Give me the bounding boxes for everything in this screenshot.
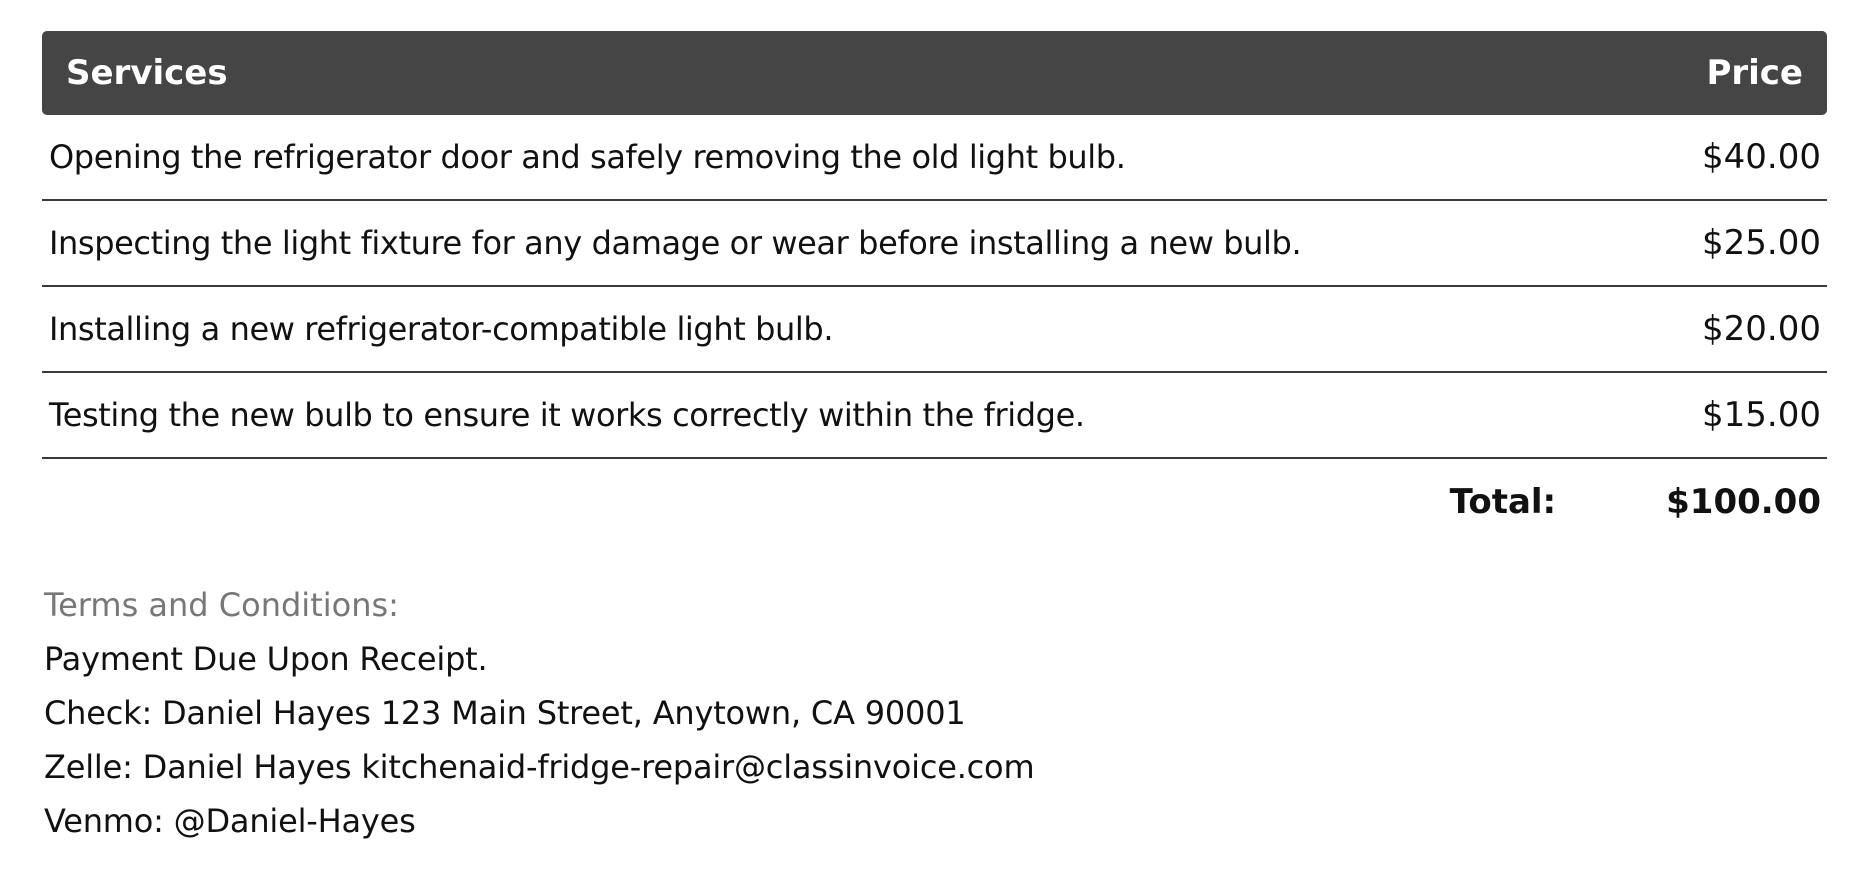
service-price: $25.00 bbox=[1702, 223, 1821, 263]
terms-check-line: Check: Daniel Hayes 123 Main Street, Anytown, CA 90001 bbox=[44, 694, 966, 732]
terms-heading: Terms and Conditions: bbox=[44, 586, 399, 624]
total-label: Total: bbox=[1449, 482, 1557, 522]
total-value: $100.00 bbox=[1666, 482, 1821, 522]
price-column-header: Price bbox=[1706, 53, 1803, 93]
table-row bbox=[42, 287, 1827, 373]
terms-section bbox=[44, 578, 1444, 848]
services-column-header: Services bbox=[66, 53, 228, 93]
service-price: $40.00 bbox=[1702, 137, 1821, 177]
total-row bbox=[42, 459, 1827, 545]
services-table bbox=[42, 31, 1827, 545]
service-price: $20.00 bbox=[1702, 309, 1821, 349]
terms-zelle-line: Zelle: Daniel Hayes kitchenaid-fridge-repair@classinvoice.com bbox=[44, 748, 1035, 786]
table-header bbox=[42, 31, 1827, 115]
service-description: Inspecting the light fixture for any damage or wear before installing a new bulb. bbox=[49, 224, 1302, 262]
service-description: Opening the refrigerator door and safely removing the old light bulb. bbox=[49, 138, 1126, 176]
table-row bbox=[42, 373, 1827, 459]
service-description: Installing a new refrigerator-compatible light bulb. bbox=[49, 310, 834, 348]
service-description: Testing the new bulb to ensure it works correctly within the fridge. bbox=[49, 396, 1085, 434]
terms-payment-line: Payment Due Upon Receipt. bbox=[44, 640, 488, 678]
terms-venmo-line: Venmo: @Daniel-Hayes bbox=[44, 802, 416, 840]
service-price: $15.00 bbox=[1702, 395, 1821, 435]
table-row bbox=[42, 201, 1827, 287]
table-row bbox=[42, 115, 1827, 201]
